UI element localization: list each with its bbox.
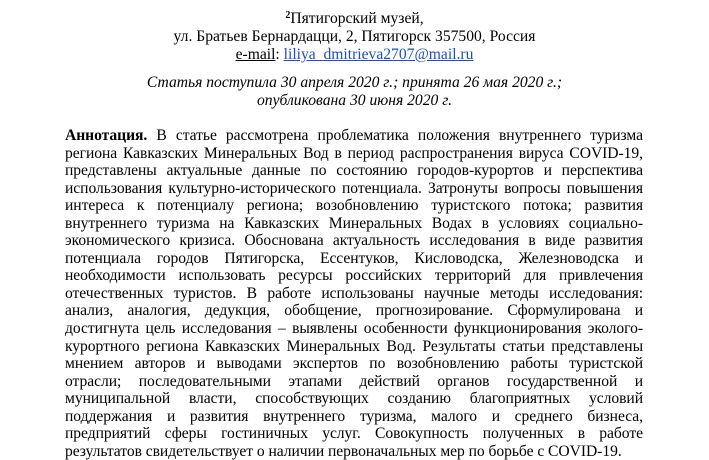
email-link[interactable]: liliya_dmitrieva2707@mail.ru bbox=[283, 46, 474, 63]
institution-line bbox=[0, 7, 709, 28]
abstract-label: Аннотация. bbox=[65, 127, 148, 144]
email-separator: : bbox=[275, 46, 284, 63]
affiliation-superscript: 2 bbox=[285, 10, 291, 21]
abstract bbox=[65, 127, 643, 460]
published-date: опубликована 30 июня 2020 г. bbox=[257, 92, 452, 109]
affiliation-block bbox=[0, 7, 709, 64]
email-label: e-mail bbox=[235, 46, 276, 63]
dates-block bbox=[0, 74, 709, 110]
address-line: ул. Братьев Бернардацци, 2, Пятигорск 357500, Россия bbox=[173, 28, 536, 45]
abstract-text: В статье рассмотрена проблематика положения внутреннего туризма региона Кавказских Минеральных Вод в период распространения вируса COVID-19, представлены актуальные данные по состоянию городов-курортов и перспектива использования культурно-исторического потенциала. Затронуты вопросы повышения интереса к потенциалу региона; возобновлению туристского потока; развития внутреннего туризма на Кавказских Минеральных Водах в условиях социально-экономического кризиса. Обоснована актуальность исследования в виде развития потенциала городов Пятигорска, Ессентуков, Кисловодска, Железноводска и необходимости использовать ресурсы российских территорий для привлечения отечественных туристов. В работе использованы научные методы исследования: анализ, аналогия, дедукция, обобщение, прогнозирование. Сформулирована и достигнута цель исследования – выявлены особенности функционирования эколого-курортного региона Кавказских Минеральных Вод. Результаты статьи представлены мнением авторов и выводами экспертов по возобновлению работы туристской отрасли; последовательными этапами действий органов государственной и муниципальной власти, способствующих созданию благоприятных условий поддержания и развития внутреннего туризма, малого и среднего бизнеса, предприятий сферы гостиничных услуг. Совокупность полученных в работе результатов свидетельствует о наличии первоначальных мер по борьбе с COVID-19. bbox=[65, 127, 643, 460]
email-line bbox=[0, 46, 709, 64]
received-accepted-dates: Статья поступила 30 апреля 2020 г.; принята 26 мая 2020 г.; bbox=[146, 74, 563, 91]
institution-name: Пятигорский музей, bbox=[290, 10, 424, 27]
